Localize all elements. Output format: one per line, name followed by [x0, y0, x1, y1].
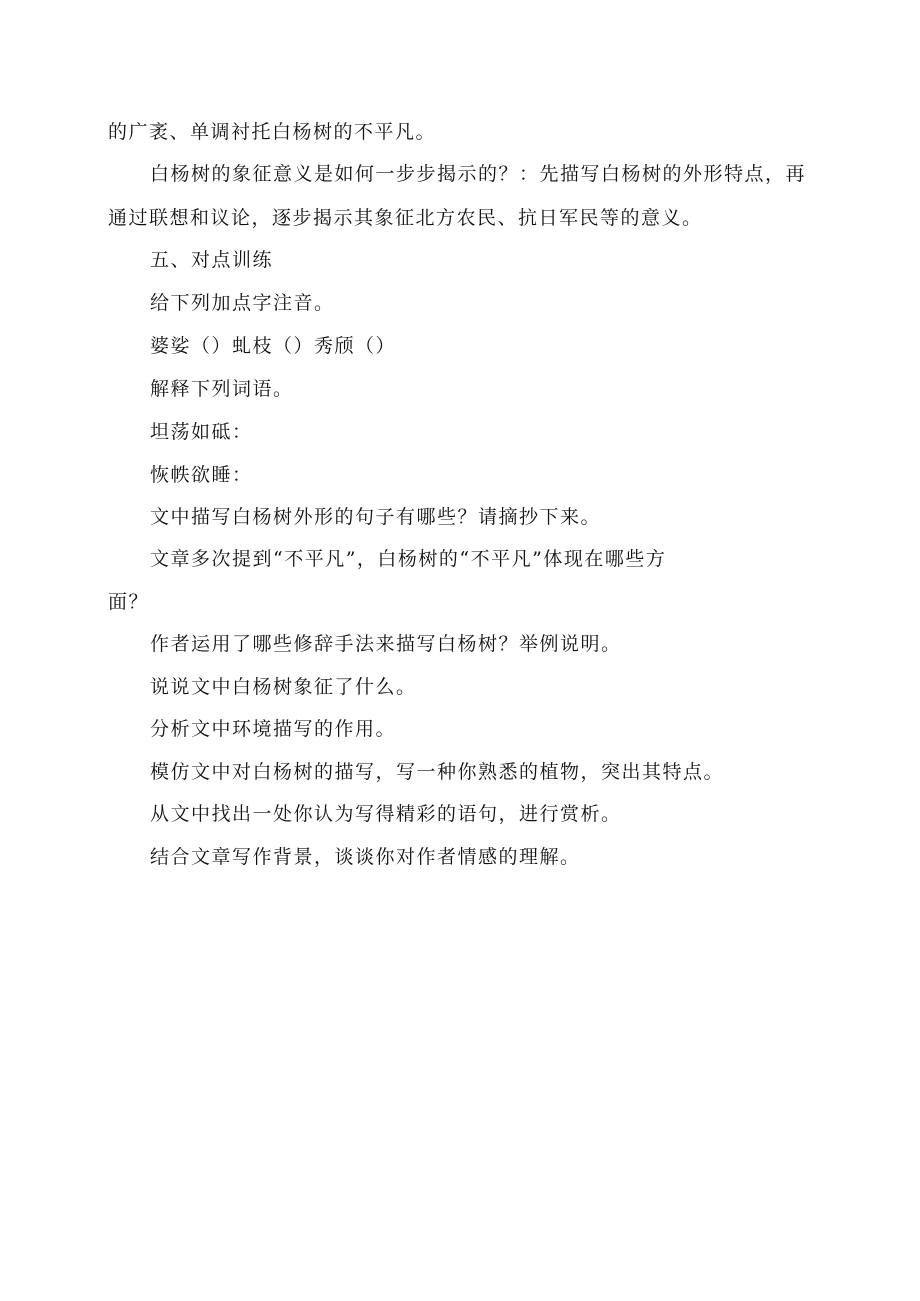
paragraph-line: 白杨树的象征意义是如何一步步揭示的？：先描写白杨树的外形特点，再: [150, 163, 807, 185]
section-heading: 五、对点训练: [150, 249, 274, 271]
question-item: 坦荡如砥：: [150, 421, 253, 443]
question-item: 解释下列词语。: [150, 378, 294, 400]
question-item: 婆娑（）虬枝（）秀颀（）: [150, 335, 397, 357]
question-item: 文章多次提到“不平凡”，白杨树的“不平凡”体现在哪些方: [150, 548, 667, 570]
question-item: 分析文中环境描写的作用。: [150, 718, 397, 740]
paragraph-line: 的广袤、单调衬托白杨树的不平凡。: [108, 121, 437, 143]
question-item: 模仿文中对白杨树的描写，写一种你熟悉的植物，突出其特点。: [150, 761, 725, 783]
question-item: 说说文中白杨树象征了什么。: [150, 676, 417, 698]
question-item: 结合文章写作背景，谈谈你对作者情感的理解。: [150, 846, 581, 868]
question-item: 作者运用了哪些修辞手法来描写白杨树？举例说明。: [150, 633, 622, 655]
question-item: 文中描写白杨树外形的句子有哪些？请摘抄下来。: [150, 506, 602, 528]
question-item-continuation: 面？: [108, 591, 150, 613]
question-item: 恢帙欲睡：: [150, 464, 253, 486]
question-item: 从文中找出一处你认为写得精彩的语句，进行赏析。: [150, 803, 622, 825]
paragraph-line: 通过联想和议论，逐步揭示其象征北方农民、抗日军民等的意义。: [108, 207, 703, 229]
question-item: 给下列加点字注音。: [150, 292, 335, 314]
